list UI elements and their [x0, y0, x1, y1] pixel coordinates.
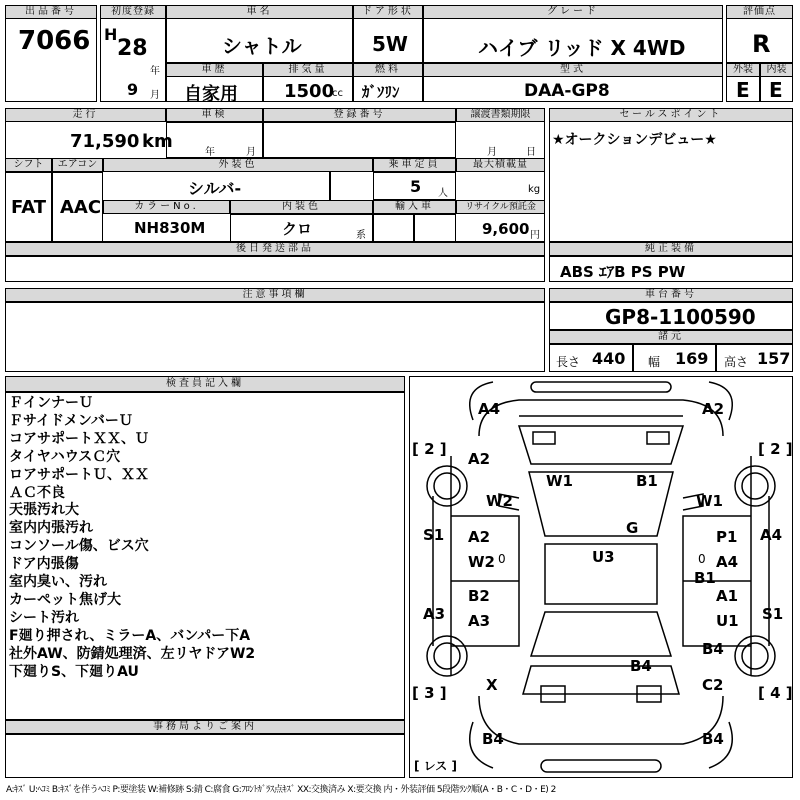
inspector-remark-line: ＦインナーＵ — [9, 395, 93, 411]
history-value: 自家用 — [184, 84, 238, 105]
inspector-remark-line: シート汚れ — [9, 609, 79, 626]
label-a4-front-left: A4 — [478, 400, 501, 418]
inspector-remark-line: 室内内張汚れ — [9, 520, 93, 537]
label-x-rear-left: X — [486, 676, 498, 694]
width-label: 幅 — [648, 355, 661, 369]
history-label: 車歴 — [166, 63, 263, 77]
equipment-label: 純正装備 — [549, 242, 793, 256]
score-label: 評価点 — [726, 5, 793, 19]
inspector-remark-line: 社外AW、防錆処理済、左リヤドアW2 — [9, 645, 256, 662]
sales-point-text: ★オークションデビュー★ — [552, 132, 717, 148]
chassis-label: 車台番号 — [549, 288, 793, 302]
intcolor-label: 内装色 — [230, 200, 373, 214]
shift-label: シフト — [5, 158, 52, 172]
inspector-remark-line: コンソール傷、ビス穴 — [9, 538, 149, 555]
mileage-unit: km — [142, 131, 173, 152]
insp-year-unit: 年 — [205, 147, 215, 158]
door-label: ドア形状 — [353, 5, 423, 19]
inspector-remark-line: タイヤハウスＣ穴 — [9, 448, 121, 465]
label-u3-roof: U3 — [592, 548, 615, 566]
equipment-text: ABS ｴｱB PS PW — [560, 263, 686, 281]
dim-split-1 — [632, 344, 634, 372]
label-b4-right-quarter: B4 — [702, 640, 724, 658]
lot-number: 7066 — [18, 26, 91, 56]
load-label: 最大積載量 — [456, 158, 545, 172]
cc-unit: cc — [332, 88, 343, 99]
ext-label: 外装 — [726, 63, 760, 77]
recycle-label: リサイクル預託金 — [456, 200, 545, 214]
model-name: シャトル — [222, 34, 302, 58]
fuel-value: ｶﾞｿﾘﾝ — [362, 83, 400, 101]
label-w1-right-fender: W1 — [696, 492, 723, 510]
intcolor-unit: 系 — [356, 230, 366, 241]
width-value: 169 — [675, 349, 709, 368]
length-label: 長さ — [556, 355, 581, 369]
label-b1-right-rear: B1 — [694, 569, 716, 587]
label-a2-front-right: A2 — [702, 400, 725, 418]
transfer-label: 譲渡書類期限 — [456, 108, 545, 122]
regno-label: 登録番号 — [263, 108, 456, 122]
inspector-remark-line: ロアサポートＵ、ＸＸ — [9, 466, 149, 483]
model-label: 車名 — [166, 5, 353, 19]
notes-box — [5, 302, 545, 372]
cc-label: 排気量 — [263, 63, 353, 77]
chassis-value: GP8-1100590 — [605, 305, 756, 329]
ac-value: AAC — [60, 197, 102, 218]
color-value: シルバ- — [188, 179, 242, 198]
label-b1-hood: B1 — [636, 472, 658, 490]
label-w1-hood: W1 — [546, 472, 573, 490]
recycle-unit: 円 — [530, 230, 540, 241]
cc-value: 1500 — [284, 81, 335, 102]
label-a3-left-rear-door: A3 — [468, 612, 491, 630]
label-a4-right-door: A4 — [716, 553, 739, 571]
seats-value: 5 — [410, 177, 422, 196]
shift-value: FAT — [11, 197, 47, 218]
door-value: 5W — [372, 32, 408, 56]
label-w2-left-fender: W2 — [486, 492, 513, 510]
month-unit: 月 — [150, 90, 160, 101]
type-value: DAA-GP8 — [524, 81, 610, 101]
label-b2-left-rear-door: B2 — [468, 587, 490, 605]
inspector-remark-line: ドア内張傷 — [9, 556, 79, 573]
inspector-label: 検査員記入欄 — [5, 376, 405, 392]
colorno-value: NH830M — [134, 219, 206, 237]
mileage-label: 走行 — [5, 108, 166, 122]
recycle-value: 9,600 — [482, 220, 530, 238]
label-tire-front-left: [ 2 ] — [412, 440, 447, 458]
length-value: 440 — [592, 349, 626, 368]
inspector-remark-line: カーペット焦げ大 — [9, 591, 121, 608]
later-parts-label: 後日発送部品 — [5, 242, 545, 256]
inspector-remark-line: 室内臭い、汚れ — [9, 574, 107, 590]
inspection-label: 車検 — [166, 108, 263, 122]
import-split — [413, 214, 415, 242]
label-g-windshield: G — [626, 519, 639, 537]
transfer-month-unit: 月 — [487, 147, 497, 158]
reg-year: 28 — [117, 36, 148, 61]
label-p1-right-door: P1 — [716, 528, 738, 546]
type-label: 型式 — [423, 63, 723, 77]
int-value: E — [769, 78, 783, 102]
later-parts-box — [5, 256, 545, 282]
grade-label: グレード — [423, 5, 723, 19]
label-tire-rear-right: [ 4 ] — [758, 684, 793, 702]
label-a2-left-fender: A2 — [468, 450, 491, 468]
inspector-remark-line: ＡＣ不良 — [9, 484, 65, 501]
year-unit: 年 — [150, 66, 160, 77]
label-u1-right-rear-door: U1 — [716, 612, 739, 630]
symbol-zero-right: 0 — [698, 552, 706, 566]
inspector-remark-line: ＦサイドメンバーＵ — [9, 412, 133, 429]
reg-month: 9 — [127, 80, 139, 99]
load-unit: kg — [528, 184, 541, 195]
color-label: 外装色 — [103, 158, 373, 172]
inspector-remark-line: コアサポートＸＸ、Ｕ — [9, 430, 149, 447]
mileage-value: 71,590 — [70, 131, 140, 152]
legend-text: A:ｷｽﾞ U:ﾍｺﾐ B:ｷｽﾞを伴うﾍｺﾐ P:要塗装 W:補修跡 S:錆 C:腐食 G:ﾌﾛﾝﾄｶﾞﾗｽ点ｷｽﾞ XX:交換済み X:要交換 内・外装評価 5段階ﾗﾝｸ順(A・B・C・D・E) 2 — [6, 785, 556, 795]
sales-point-label: セールスポイント — [549, 108, 793, 122]
import-label: 輸入車 — [373, 200, 456, 214]
label-s1-right: S1 — [762, 605, 784, 623]
intcolor-value: クロ — [282, 220, 313, 238]
fuel-label: 燃料 — [353, 63, 423, 77]
int-label: 内装 — [760, 63, 793, 77]
colorno-label: カラーNo. — [103, 200, 230, 214]
label-a2-left-door: A2 — [468, 528, 491, 546]
transfer-day-unit: 日 — [526, 147, 536, 158]
first-reg-label: 初度登録 — [100, 5, 166, 19]
inspector-remark-line: 下廻りS、下廻りAU — [9, 663, 139, 680]
score-value: R — [752, 30, 771, 58]
label-a4-right: A4 — [760, 526, 783, 544]
dim-split-2 — [715, 344, 717, 372]
grade-value: ハイブ リッド X 4WD — [478, 36, 686, 60]
height-value: 157 — [757, 349, 791, 368]
height-label: 高さ — [724, 355, 749, 369]
regno-cell — [263, 122, 456, 158]
label-b4-rear-bumper-left: B4 — [482, 730, 504, 748]
label-tire-rear-left: [ 3 ] — [412, 684, 447, 702]
label-spare-less: [ レス ] — [414, 759, 457, 773]
office-box — [5, 734, 405, 778]
ext-value: E — [736, 78, 750, 102]
ac-label: エアコン — [52, 158, 103, 172]
label-b4-rear: B4 — [630, 657, 652, 675]
symbol-zero-left: 0 — [498, 552, 506, 566]
office-label: 事務局よりご案内 — [5, 720, 405, 734]
insp-month-unit: 月 — [246, 147, 256, 158]
seats-unit: 人 — [438, 188, 448, 199]
seats-label: 乗車定員 — [373, 158, 456, 172]
lot-label: 出品番号 — [5, 5, 97, 19]
era: H — [104, 25, 118, 44]
car-diagram — [409, 376, 793, 778]
color-split — [329, 172, 331, 200]
label-tire-front-right: [ 2 ] — [758, 440, 793, 458]
label-a3-left: A3 — [423, 605, 446, 623]
label-a1-right-rear-door: A1 — [716, 587, 739, 605]
dimensions-label: 諸元 — [549, 330, 793, 344]
inspector-remark-line: 天張汚れ大 — [9, 502, 79, 519]
notes-label: 注意事項欄 — [5, 288, 545, 302]
label-b4-rear-bumper-right: B4 — [702, 730, 724, 748]
label-c2-rear-right: C2 — [702, 676, 724, 694]
inspector-remark-line: F廻り押され、ミラーA、バンパー下A — [9, 627, 251, 644]
label-w2-left-door: W2 — [468, 553, 495, 571]
label-s1-left: S1 — [423, 526, 445, 544]
